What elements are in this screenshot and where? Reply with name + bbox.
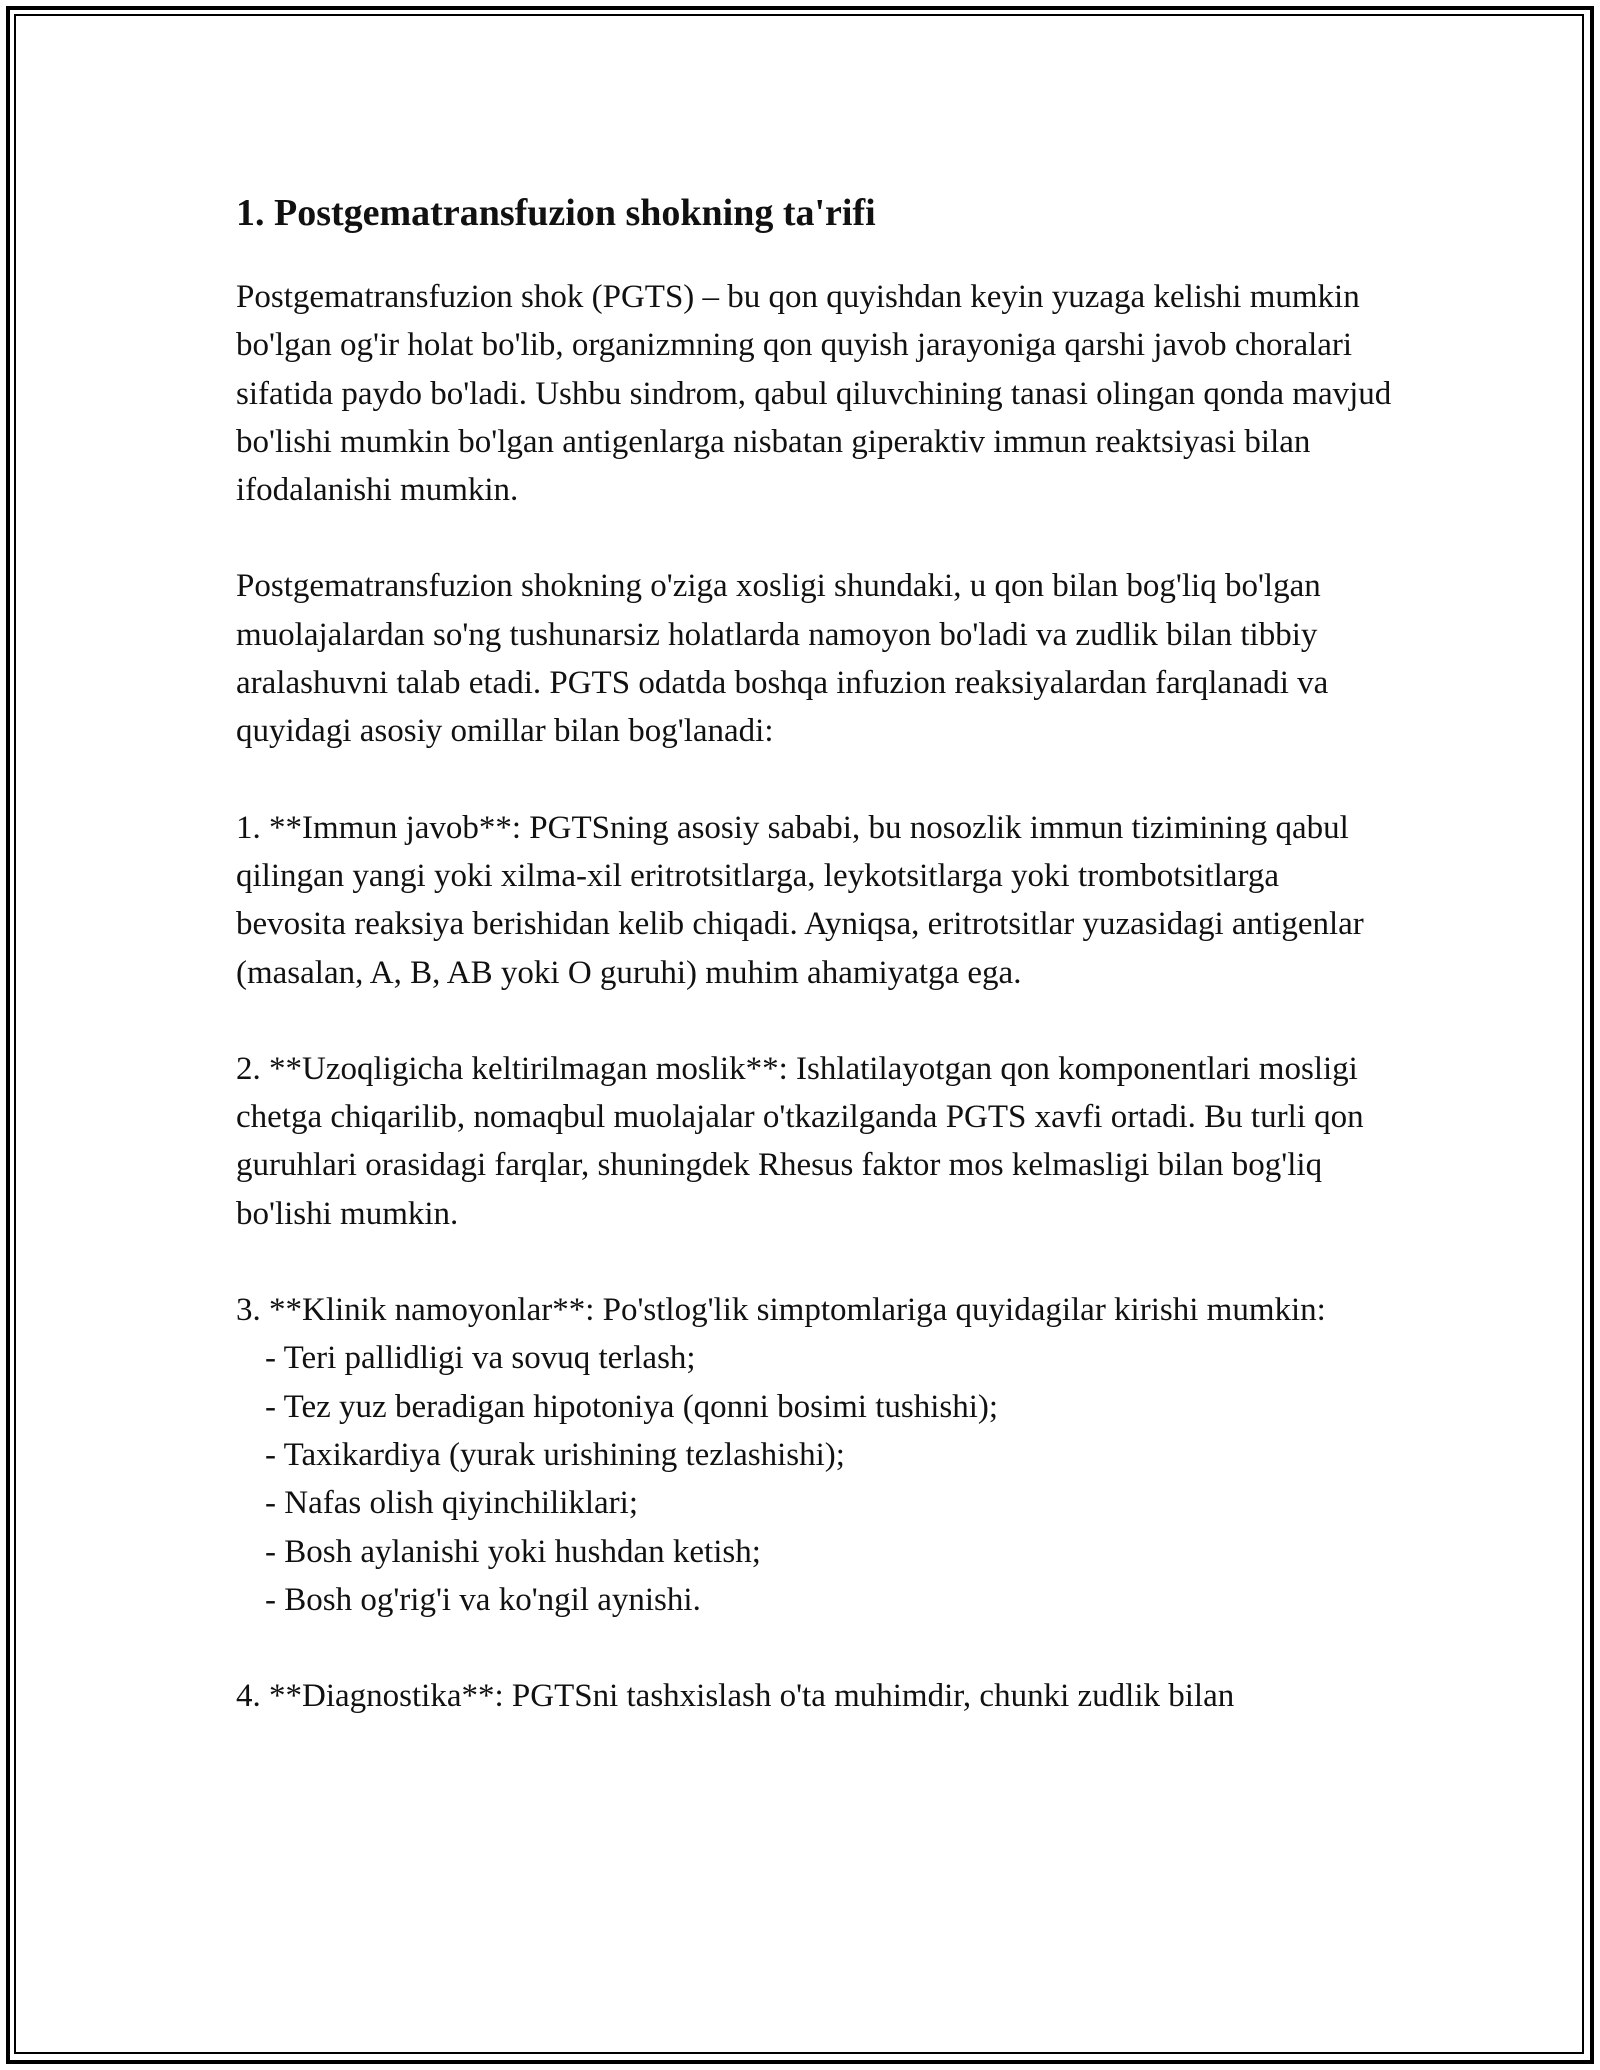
list-item-compatibility: 2. **Uzoqligicha keltirilmagan moslik**: Ishlatilayotgan qon komponentlari mosligi chetga chiqarilib, nomaqbul muolajalar o'tkazilganda PGTS xavfi ortadi. Bu turli qon guruhlari orasidagi farqlar, shuningdek Rhesus faktor mos kelmasligi bilan bog'liq bo'lishi mumkin. [236, 1050, 1364, 1232]
symptom-item: - Taxikardiya (yurak urishining tezlashishi); [265, 1436, 845, 1473]
characteristics-paragraph: Postgematransfuzion shokning o'ziga xosligi shundaki, u qon bilan bog'liq bo'lgan muolajalardan so'ng tushunarsiz holatlarda namoyon bo'ladi va zudlik bilan tibbiy aralashuvni talab etadi. PGTS odatda boshqa infuzion reaksiyalardan farqlanadi va quyidagi asosiy omillar bilan bog'lanadi: [236, 568, 1329, 750]
symptom-item: - Teri pallidligi va sovuq terlash; [265, 1340, 696, 1377]
clinical-signs-intro: 3. **Klinik namoyonlar**: Po'stlog'lik simptomlariga quyidagilar kirishi mumkin: [236, 1292, 1326, 1329]
symptom-list [236, 1334, 1396, 1624]
symptom-item: - Nafas olish qiyinchiliklari; [265, 1485, 639, 1522]
document-body [236, 185, 1396, 1768]
symptom-item: - Bosh aylanishi yoki hushdan ketish; [265, 1533, 761, 1570]
list-item-clinical-signs [236, 1286, 1396, 1624]
definition-paragraph: Postgematransfuzion shok (PGTS) – bu qon quyishdan keyin yuzaga kelishi mumkin bo'lgan og'ir holat bo'lib, organizmning qon quyish jarayoniga qarshi javob choralari sifatida paydo bo'ladi. Ushbu sindrom, qabul qiluvchining tanasi olingan qonda mavjud bo'lishi mumkin bo'lgan antigenlarga nisbatan giperaktiv immun reaktsiyasi bilan ifodalanishi mumkin. [236, 279, 1392, 509]
list-item-immune-response: 1. **Immun javob**: PGTSning asosiy sababi, bu nosozlik immun tizimining qabul qilingan yangi yoki xilma-xil eritrotsitlarga, leykotsitlarga yoki trombotsitlarga bevosita reaksiya berishidan kelib chiqadi. Ayniqsa, eritrotsitlar yuzasidagi antigenlar (masalan, A, B, AB yoki O guruhi) muhim ahamiyatga ega. [236, 809, 1364, 991]
symptom-item: - Tez yuz beradigan hipotoniya (qonni bosimi tushishi); [265, 1388, 999, 1425]
section-heading: 1. Postgematransfuzion shokning ta'rifi [236, 192, 876, 234]
list-item-diagnostics: 4. **Diagnostika**: PGTSni tashxislash o'ta muhimdir, chunki zudlik bilan [236, 1678, 1235, 1715]
symptom-item: - Bosh og'rig'i va ko'ngil aynishi. [265, 1581, 701, 1618]
